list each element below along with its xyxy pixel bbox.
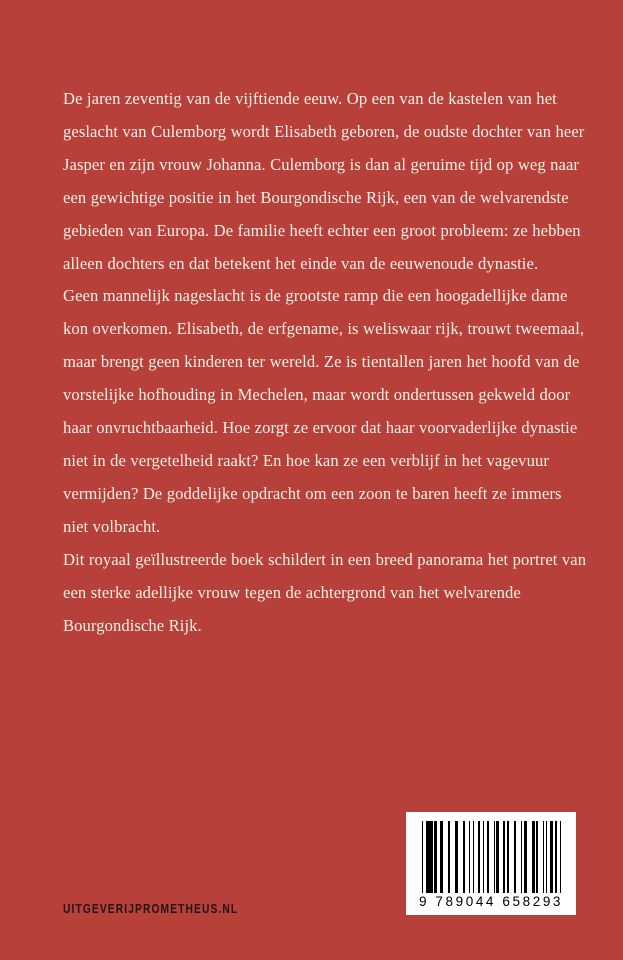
blurb-paragraph-1: De jaren zeventig van de vijftiende eeuw. Op een van de kastelen van het geslacht van Culemborg wordt Elisabeth geboren, de oudste dochter van heer Jasper en zijn vrouw Johanna. Culemborg is dan al geruime tijd op weg naar een gewichtige positie in het Bourgondische Rijk, een van de welvarendste gebieden van Europa. De familie heeft echter een groot probleem: ze hebben alleen dochters en dat betekent het einde van de eeuwenoude dynastie. <box>63 89 585 273</box>
isbn-barcode <box>406 812 576 915</box>
publisher-wordmark: UITGEVERIJPROMETHEUS.NL <box>63 902 239 916</box>
blurb-paragraph-3: Dit royaal geïllustreerde boek schildert in een breed panorama het portret van een sterke adellijke vrouw tegen de achtergrond van het welvarende Bourgondische Rijk. <box>63 549 587 635</box>
barcode-isbn-digits: 9 789044 658293 <box>418 894 564 909</box>
blurb-paragraph-2: Geen mannelijk nageslacht is de grootste ramp die een hoogadellijke dame kon overkomen. Elisabeth, de erfgename, is weliswaar rijk, trouwt tweemaal, maar brengt geen kinderen ter wereld. Ze is tientallen jaren het hoofd van de vorstelijke hofhouding in Mechelen, maar wordt ondertussen gekweld door haar onvruchtbaarheid. Hoe zorgt ze ervoor dat haar voorvaderlijke dynastie niet in de vergetelheid raakt? En hoe kan ze een verblijf in het vagevuur vermijden? De goddelijke opdracht om een zoon te baren heeft ze immers niet volbracht. <box>63 286 585 536</box>
barcode-bars <box>422 821 562 893</box>
back-cover-blurb <box>63 83 591 642</box>
barcode-space <box>561 821 562 893</box>
